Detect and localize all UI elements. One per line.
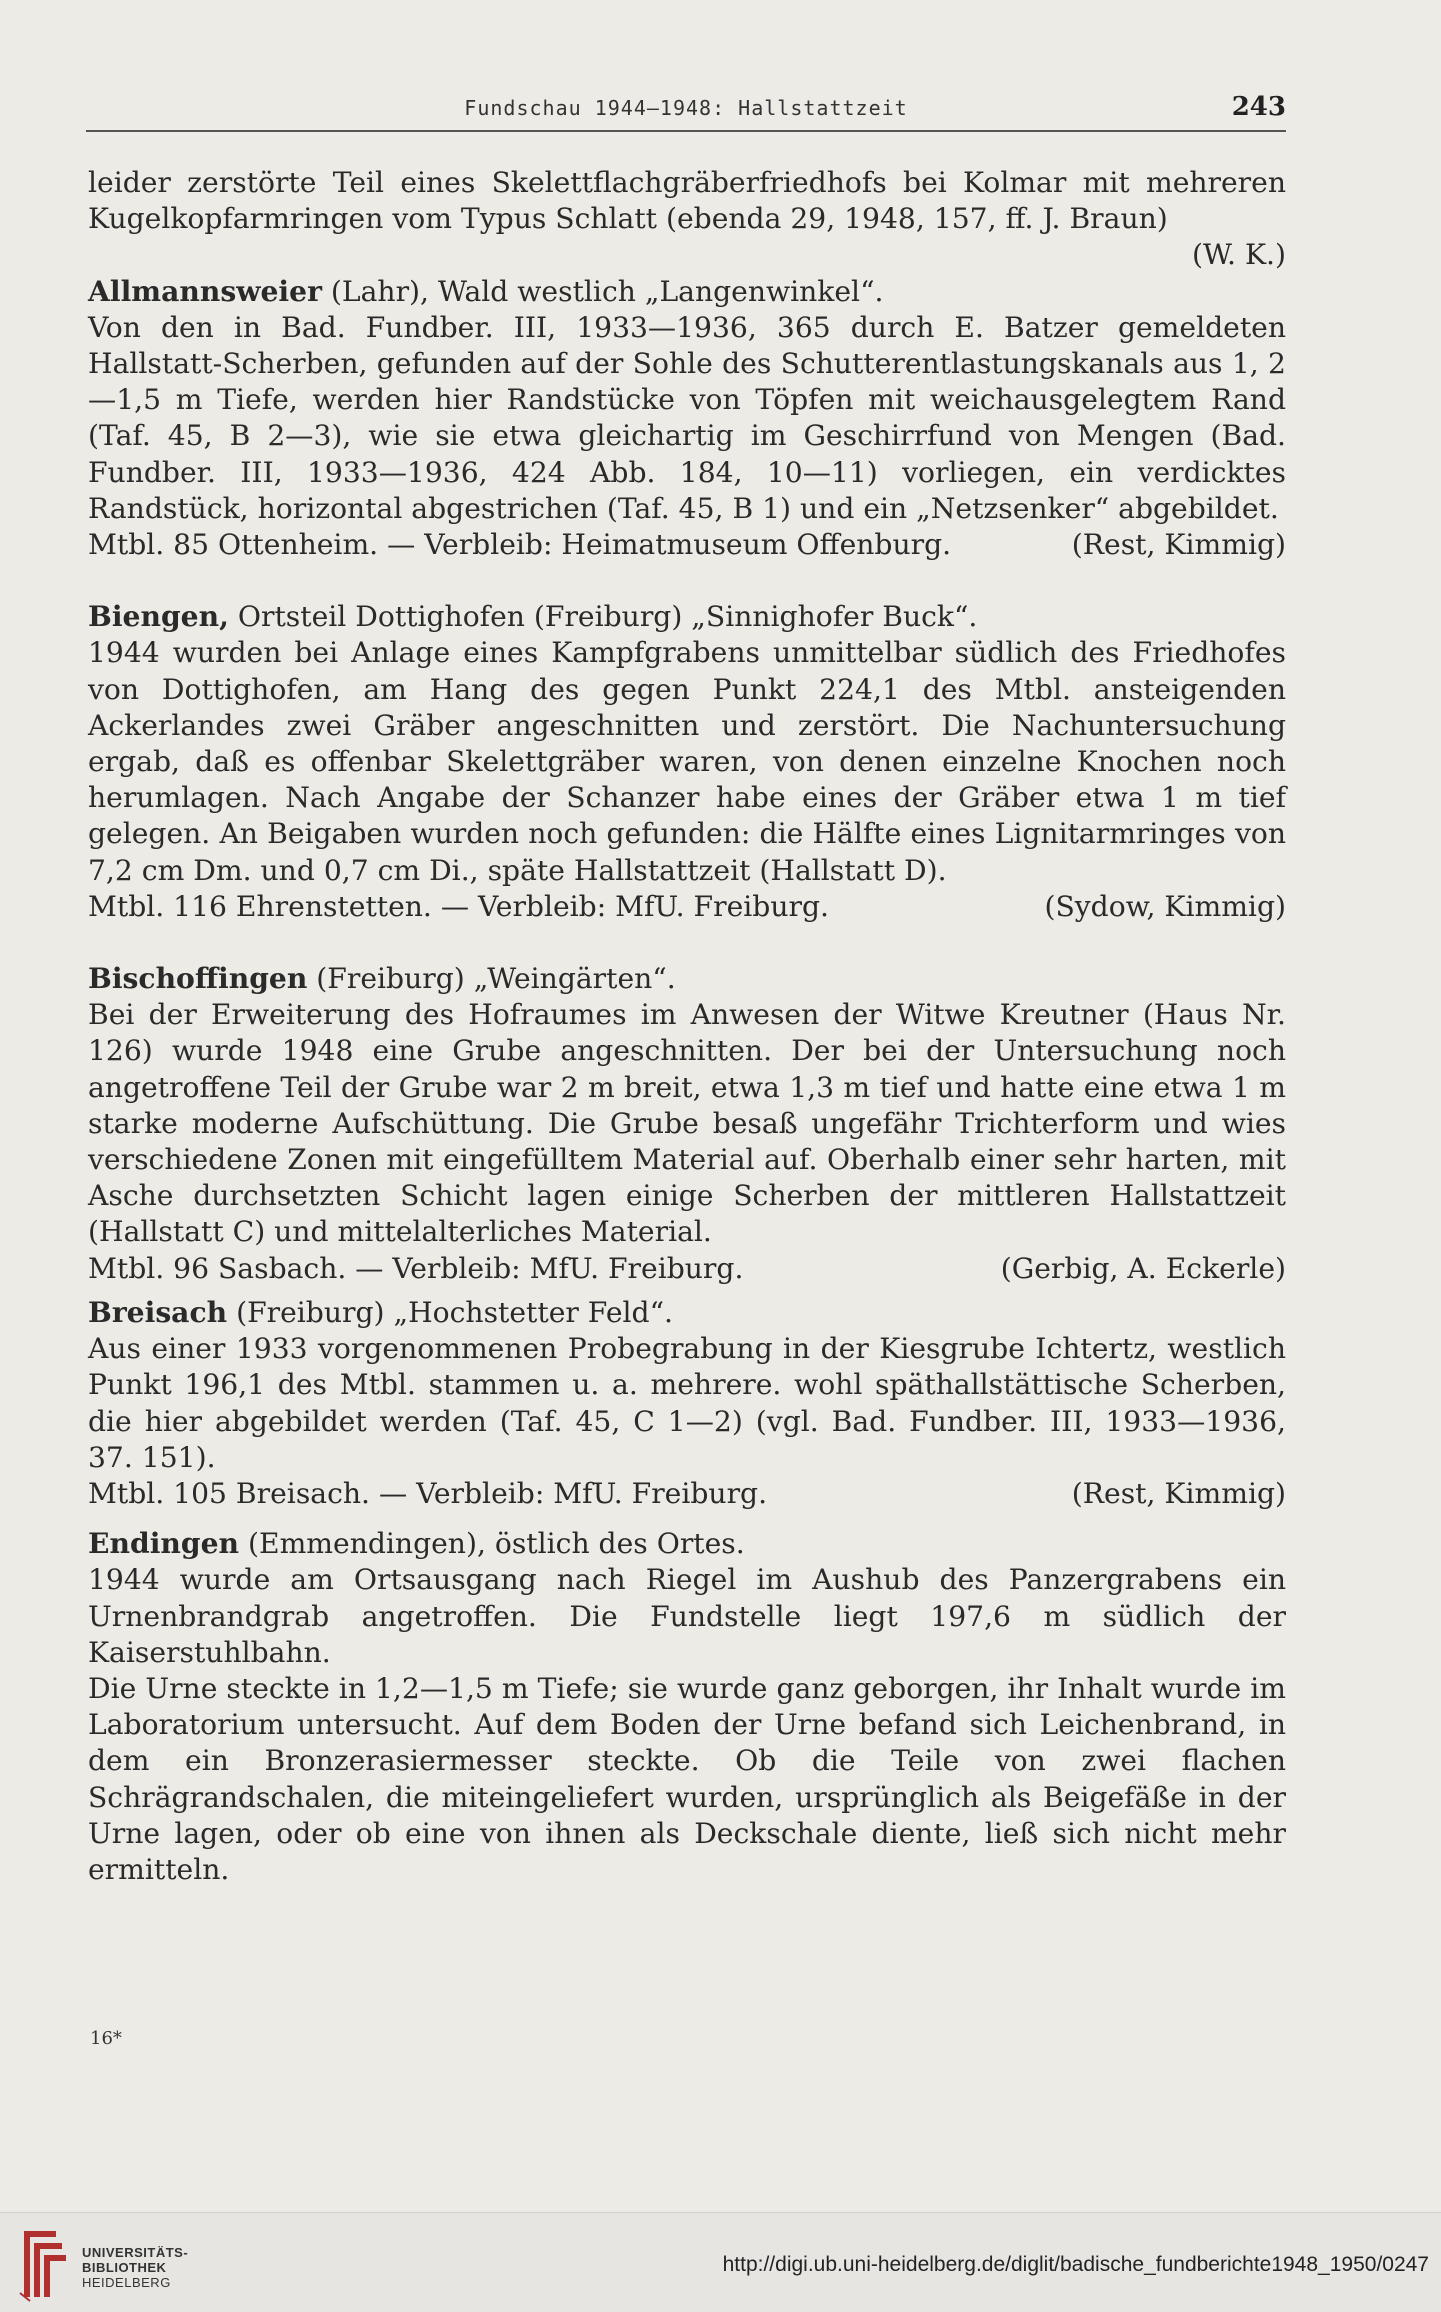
author-credit: (W. K.)	[1192, 238, 1286, 272]
library-logo-icon	[16, 2221, 70, 2303]
mtbl-text: Mtbl. 96 Sasbach. — Verbleib: MfU. Freiburg.	[88, 1251, 744, 1285]
paragraph-biengen: 1944 wurden bei Anlage eines Kampfgrabens unmittelbar südlich des Friedhofes von Dottighofen, am Hang des gegen Punkt 224,1 des Mtbl. ansteigenden Ackerlandes zwei Gräber angeschnitten und zerstört. Die Nachuntersuchung ergab, daß es offenbar Skelettgräber waren, von denen einzelne Knochen noch herumlagen. Nach Angabe der Schanzer habe eines der Gräber etwa 1 m tief gelegen. An Beigaben wurden noch gefunden: die Hälfte eines Lignitarmringes von 7,2 cm Dm. und 0,7 cm Di., späte Hallstattzeit (Hallstatt D).	[88, 636, 1286, 887]
library-footer	[0, 2212, 1441, 2312]
mtbl-line-allmannsweier	[88, 527, 1286, 563]
paragraph-intro: leider zerstörte Teil eines Skelettflachgräberfriedhofs bei Kolmar mit mehreren Kugelkopfarmringen vom Typus Schlatt (ebenda 29, 1948, 157, ff. J. Braun)	[88, 166, 1286, 236]
site-name: Bischoffingen	[88, 962, 308, 996]
site-name: Biengen,	[88, 600, 229, 634]
site-heading-endingen	[88, 1526, 1286, 1562]
source-url-link[interactable]: http://digi.ub.uni-heidelberg.de/diglit/badische_fundberichte1948_1950/0247	[722, 2253, 1429, 2276]
site-name: Breisach	[88, 1295, 228, 1329]
site-name: Allmannsweier	[88, 274, 322, 308]
page-body	[88, 165, 1286, 1888]
paragraph-allmannsweier: Von den in Bad. Fundber. III, 1933—1936, 365 durch E. Batzer gemeldeten Hallstatt-Scherben, gefunden auf der Sohle des Schutterentlastungskanals aus 1, 2—1,5 m Tiefe, werden hier Randstücke von Töpfen mit weichausgelegtem Rand (Taf. 45, B 2—3), wie sie etwa gleichartig im Geschirrfund von Mengen (Bad. Fundber. III, 1933—1936, 424 Abb. 184, 10—11) vorliegen, ein verdicktes Randstück, horizontal abgestrichen (Taf. 45, B 1) und ein „Netzsenker“ abgebildet.	[88, 310, 1286, 525]
site-location: (Lahr), Wald westlich „Langenwinkel“.	[321, 274, 884, 308]
site-heading-breisach	[88, 1295, 1286, 1331]
page-number: 243	[1231, 92, 1286, 122]
mtbl-line-breisach	[88, 1476, 1286, 1512]
signature-mark: 16*	[90, 2028, 122, 2049]
site-heading-biengen	[88, 599, 1286, 635]
site-location: (Freiburg) „Weingärten“.	[307, 962, 676, 996]
mtbl-text: Mtbl. 85 Ottenheim. — Verbleib: Heimatmuseum Offenburg.	[88, 528, 952, 562]
paragraph-bischoffingen: Bei der Erweiterung des Hofraumes im Anwesen der Witwe Kreutner (Haus Nr. 126) wurde 1948 eine Grube angeschnitten. Der bei der Untersuchung noch angetroffene Teil der Grube war 2 m breit, etwa 1,3 m tief und hatte eine etwa 1 m starke moderne Aufschüttung. Die Grube besaß ungefähr Trichterform und wies verschiedene Zonen mit eingefülltem Material auf. Oberhalb einer sehr harten, mit Asche durchsetzten Schicht lagen einige Scherben der mittleren Hallstattzeit (Hallstatt C) und mittelalterliches Material.	[88, 998, 1286, 1249]
site-location: Ortsteil Dottighofen (Freiburg) „Sinnighofer Buck“.	[228, 600, 978, 634]
site-location: (Freiburg) „Hochstetter Feld“.	[227, 1295, 673, 1329]
site-location: (Emmendingen), östlich des Ortes.	[239, 1527, 745, 1561]
author-credit: (Rest, Kimmig)	[1071, 1476, 1286, 1510]
paragraph-endingen-2: Die Urne steckte in 1,2—1,5 m Tiefe; sie wurde ganz geborgen, ihr Inhalt wurde im Laboratorium untersucht. Auf dem Boden der Urne befand sich Leichenbrand, in dem ein Bronzerasiermesser steckte. Ob die Teile von zwei flachen Schrägrandschalen, die miteingeliefert wurden, ursprünglich als Beigefäße in der Urne lagen, oder ob eine von ihnen als Deckschale diente, ließ sich nicht mehr ermitteln.	[88, 1671, 1286, 1886]
author-credit: (Rest, Kimmig)	[1071, 528, 1286, 562]
mtbl-line-biengen	[88, 889, 1286, 925]
site-heading-bischoffingen	[88, 961, 1286, 997]
page-header	[86, 90, 1286, 132]
mtbl-line-bischoffingen	[88, 1251, 1286, 1287]
paragraph-endingen-1: 1944 wurde am Ortsausgang nach Riegel im Aushub des Panzergrabens ein Urnenbrandgrab angetroffen. Die Fundstelle liegt 197,6 m südlich der Kaiserstuhlbahn.	[88, 1563, 1286, 1669]
mtbl-text: Mtbl. 105 Breisach. — Verbleib: MfU. Freiburg.	[88, 1476, 768, 1510]
library-name: UNIVERSITÄTS- BIBLIOTHEK HEIDELBERG	[82, 2245, 189, 2290]
site-heading-allmannsweier	[88, 274, 1286, 310]
site-name: Endingen	[88, 1527, 240, 1561]
running-head: Fundschau 1944—1948: Hallstattzeit	[464, 96, 908, 120]
mtbl-text: Mtbl. 116 Ehrenstetten. — Verbleib: MfU. Freiburg.	[88, 889, 829, 923]
paragraph-breisach: Aus einer 1933 vorgenommenen Probegrabung in der Kiesgrube Ichtertz, westlich Punkt 196,1 des Mtbl. stammen u. a. mehrere. wohl späthallstättische Scherben, die hier abgebildet werden (Taf. 45, C 1—2) (vgl. Bad. Fundber. III, 1933—1936, 37. 151).	[88, 1332, 1286, 1474]
author-credit: (Sydow, Kimmig)	[1044, 889, 1286, 923]
author-credit: (Gerbig, A. Eckerle)	[1000, 1251, 1286, 1285]
